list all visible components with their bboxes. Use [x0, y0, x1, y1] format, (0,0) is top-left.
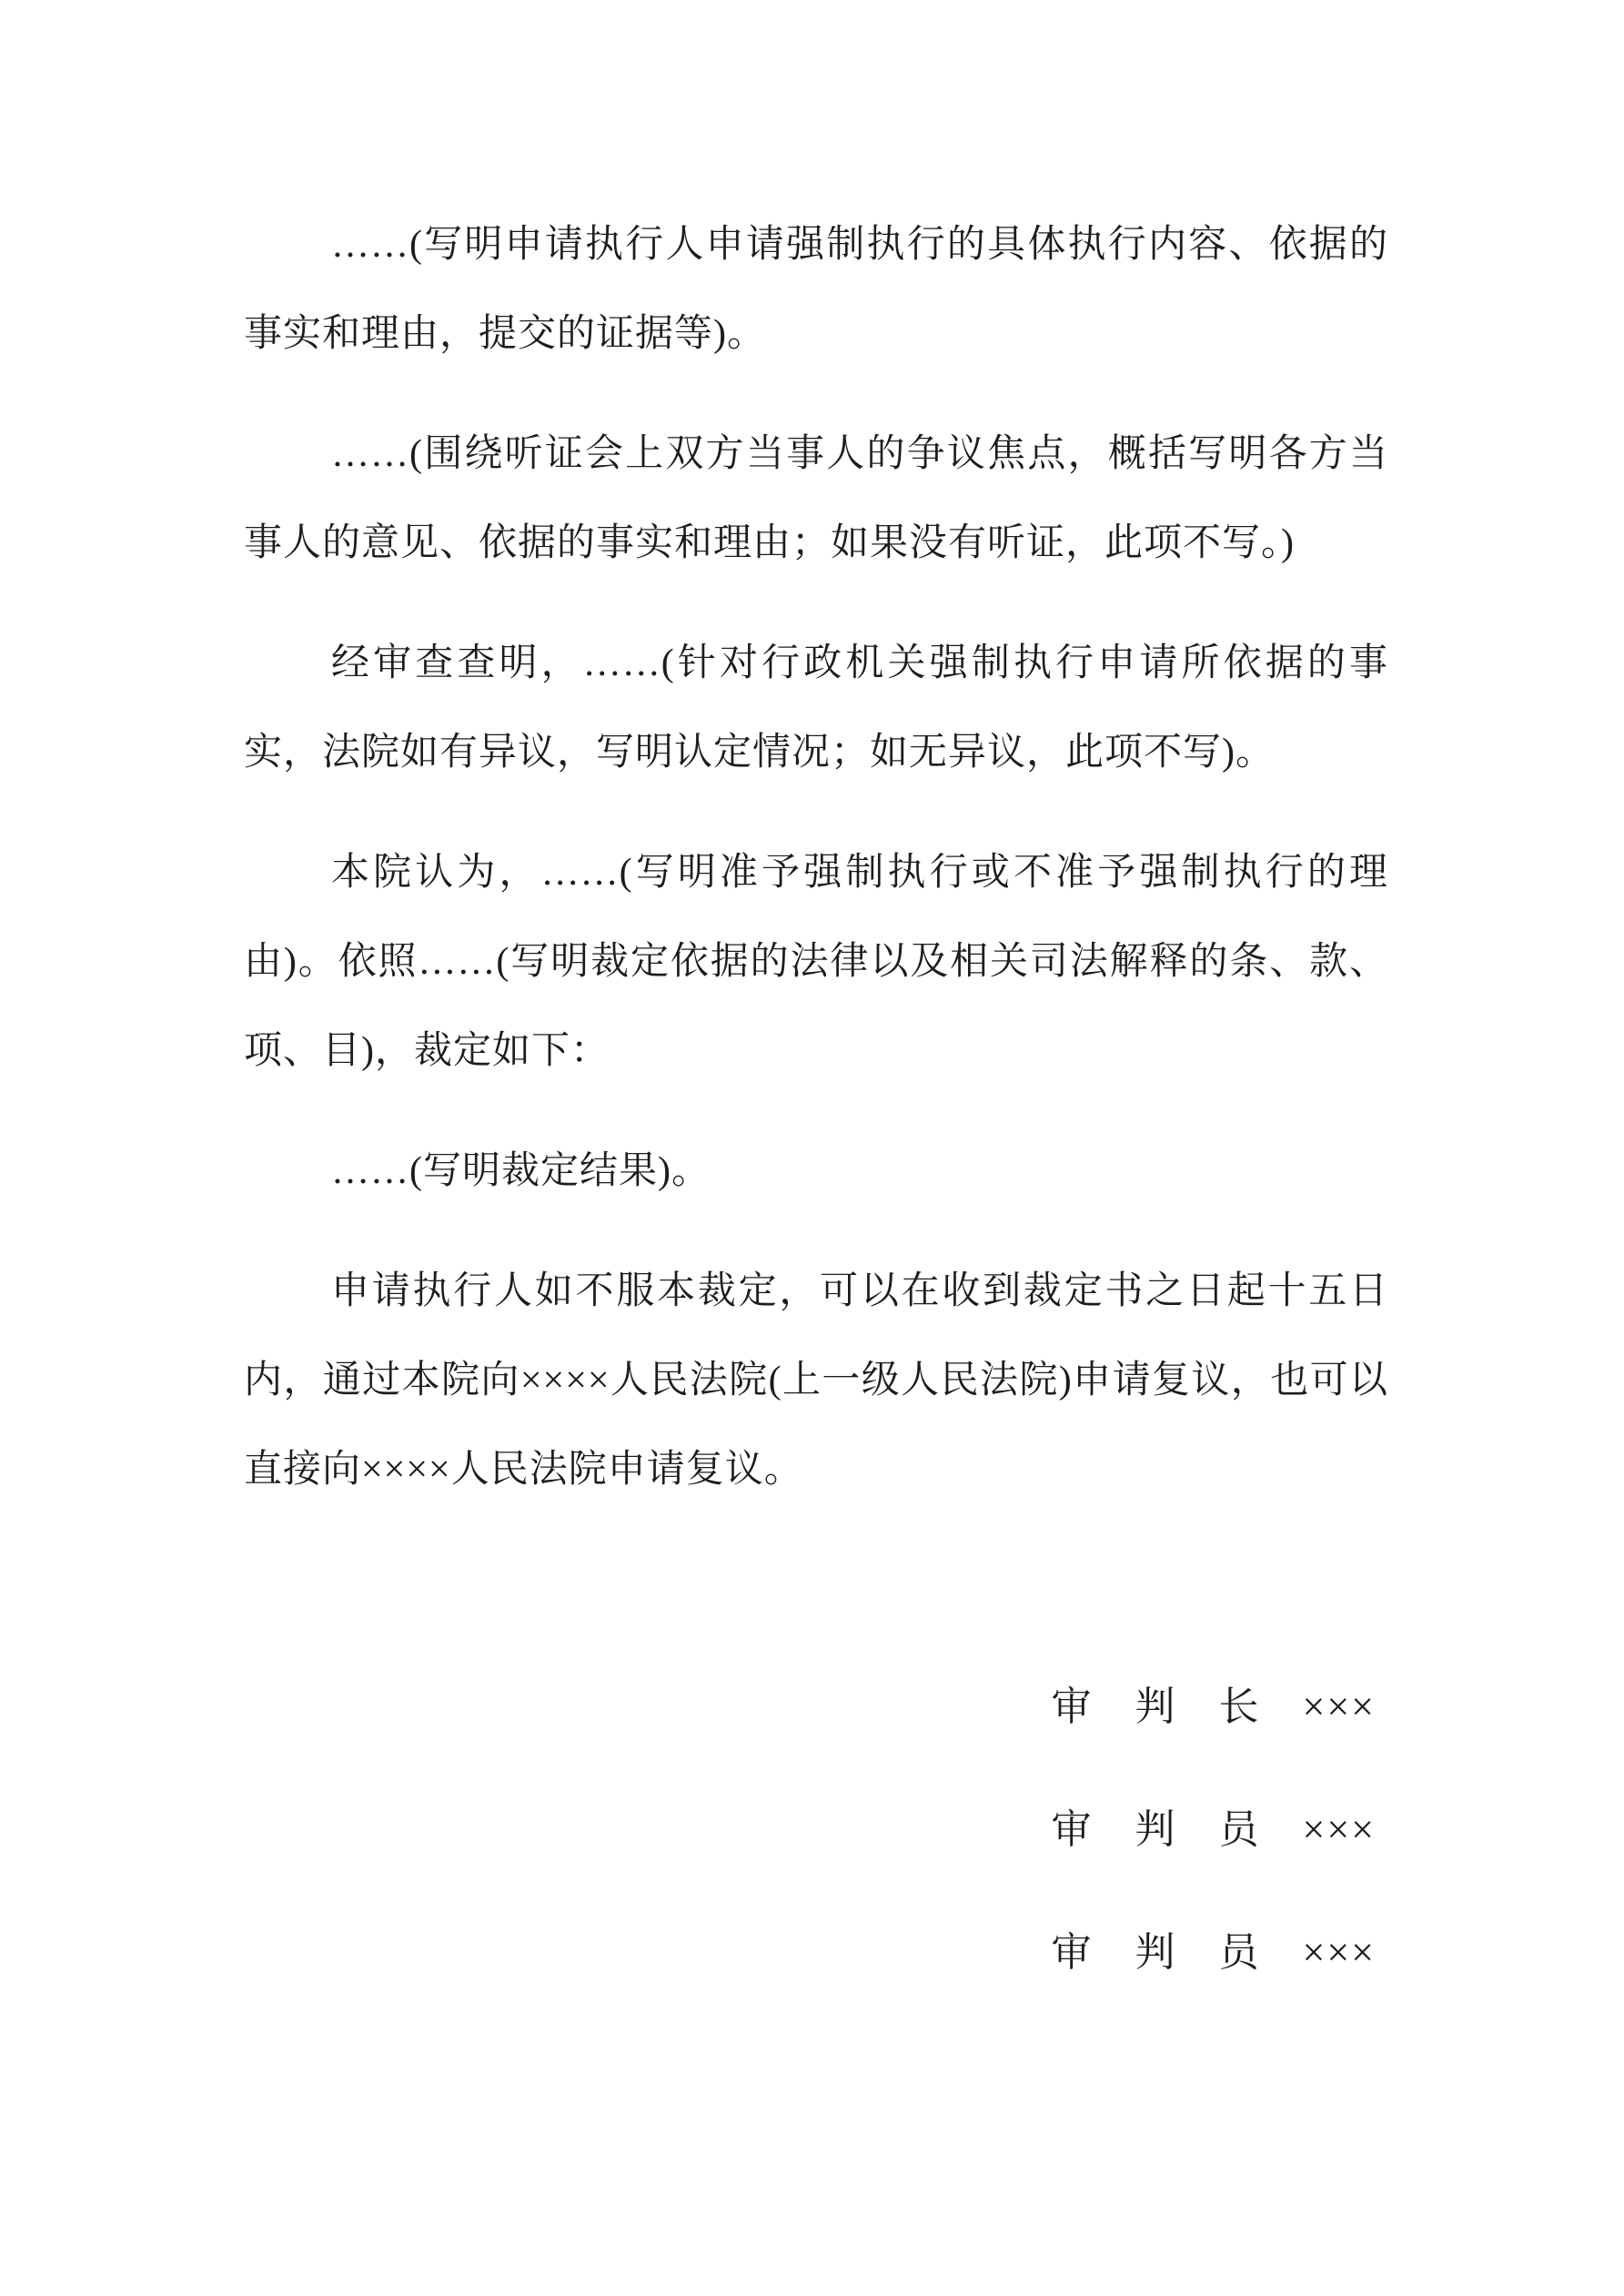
paragraph-ruling-result: ……(写明裁定结果)。 [331, 1150, 711, 1192]
signature-presiding-judge: 审 判 长 ××× [1051, 1684, 1376, 1729]
paragraph-hearing-disputes: ……(围绕听证会上双方当事人的争议焦点，概括写明各方当事人的意见、依据的事实和理由；如果没有听证，此项不写。) [244, 433, 1388, 564]
paragraph-court-findings: 经审查查明，……(针对行政机关强制执行申请所依据的事实，法院如有异议，写明认定情况；如无异议，此项不写)。 [244, 642, 1388, 774]
paragraph-appeal-notice: 申请执行人如不服本裁定，可以在收到裁定书之日起十五日内，通过本院向××××人民法院(上一级人民法院)申请复议，也可以直接向××××人民法院申请复议。 [244, 1270, 1388, 1491]
document-body [244, 200, 1388, 2031]
signature-judge-1: 审 判 员 ××× [1051, 1807, 1376, 1852]
signature-judge-2: 审 判 员 ××× [1051, 1930, 1376, 1975]
paragraph-court-opinion: 本院认为，……(写明准予强制执行或不准予强制执行的理由)。依照……(写明裁定依据的法律以及相关司法解释的条、款、项、目)，裁定如下： [244, 852, 1388, 1072]
paragraph-execution-content: ……(写明申请执行人申请强制执行的具体执行内容、依据的事实和理由，提交的证据等)。 [244, 224, 1388, 355]
signature-block [244, 1663, 1388, 1998]
